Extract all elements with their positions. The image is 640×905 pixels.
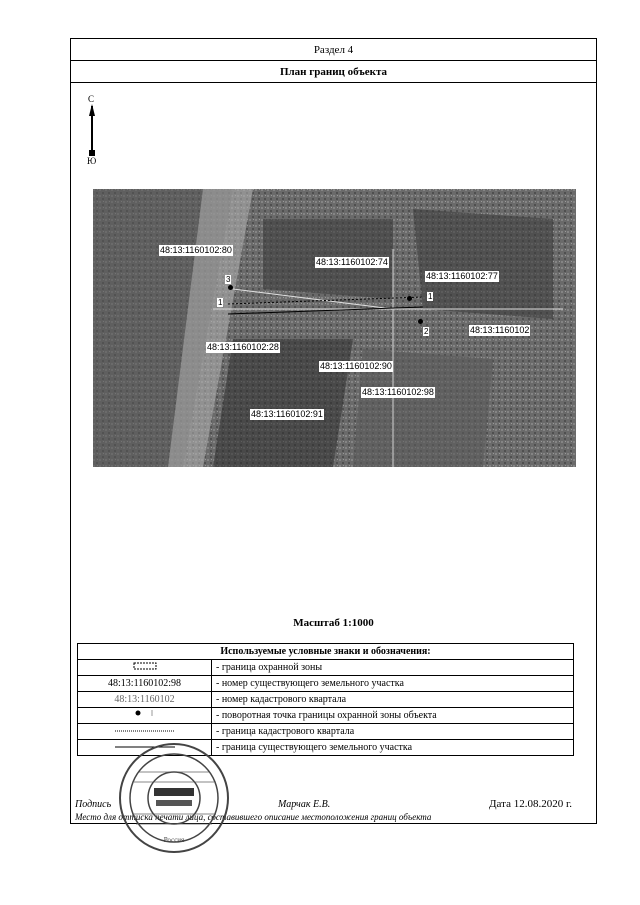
- boundary-point: [228, 285, 233, 290]
- parcel-label: 48:13:1160102:80: [160, 245, 232, 255]
- document-frame: [70, 38, 597, 824]
- signature-label: Подпись: [75, 799, 112, 810]
- page-title: План границ объекта: [71, 61, 596, 83]
- section-heading: Раздел 4: [71, 39, 596, 61]
- legend-table: [77, 643, 574, 756]
- legend-description: - номер кадастрового квартала: [212, 692, 574, 708]
- point-icon: [130, 708, 160, 718]
- stamp-text: Россия: [163, 836, 185, 844]
- legend-description: - граница кадастрового квартала: [212, 724, 574, 740]
- turning-point-symbol: [78, 708, 212, 724]
- point-number: 1: [218, 298, 223, 307]
- stamp-place-note: Место для оттиска печати лица, составившего описание местоположения границ объекта: [75, 812, 432, 822]
- quarter-number-symbol: 48:13:1160102: [78, 692, 212, 708]
- dotted-line-icon: [115, 728, 175, 734]
- quarter-boundary-symbol: [78, 724, 212, 740]
- signature-name: Марчак Е.В.: [278, 799, 331, 810]
- boundary-point: [407, 296, 412, 301]
- parcel-label: 48:13:1160102:91: [251, 409, 323, 419]
- point-number: 1: [428, 292, 433, 301]
- quarter-label: 48:13:1160102: [470, 325, 530, 335]
- north-label: С: [88, 94, 95, 104]
- parcel-label: 48:13:1160102:77: [426, 271, 498, 281]
- parcel-number-symbol: 48:13:1160102:98: [78, 676, 212, 692]
- seal-stamp: [118, 742, 230, 854]
- south-label: Ю: [87, 156, 97, 166]
- point-number: 2: [424, 327, 429, 336]
- parcel-label: 48:13:1160102:28: [207, 342, 279, 352]
- parcel-label: 48:13:1160102:74: [316, 257, 388, 267]
- parcel-label: 48:13:1160102:98: [362, 387, 434, 397]
- boundary-point: [418, 319, 423, 324]
- satellite-map: [93, 189, 576, 467]
- legend-row: [78, 676, 574, 692]
- legend-header: Используемые условные знаки и обозначения:: [78, 644, 574, 660]
- legend-row: [78, 724, 574, 740]
- legend-description: - номер существующего земельного участка: [212, 676, 574, 692]
- zone-boundary-symbol: [78, 660, 212, 676]
- map-scale: Масштаб 1:1000: [293, 617, 374, 629]
- point-number: 3: [226, 275, 231, 284]
- legend-row: [78, 692, 574, 708]
- north-arrow: [83, 94, 103, 169]
- legend-description: - граница существующего земельного участка: [212, 740, 574, 756]
- parcel-label: 48:13:1160102:90: [320, 361, 392, 371]
- document-date: Дата 12.08.2020 г.: [489, 798, 572, 810]
- legend-description: - поворотная точка границы охранной зоны объекта: [212, 708, 574, 724]
- legend-description: - граница охранной зоны: [212, 660, 574, 676]
- legend-row: [78, 660, 574, 676]
- legend-row: [78, 708, 574, 724]
- dashed-rect-icon: [133, 662, 157, 670]
